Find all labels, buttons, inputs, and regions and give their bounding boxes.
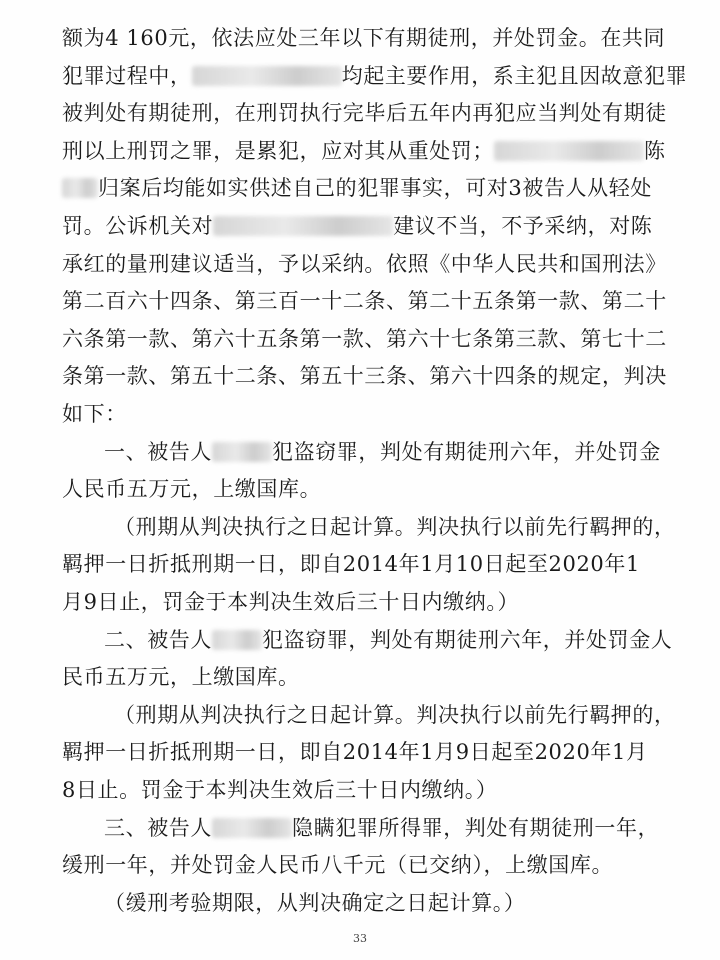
text-line-15 <box>62 554 640 575</box>
text-segment: 羁押一日折抵刑期一日，即自2014年1月9日起至2020年1月 <box>62 740 648 765</box>
text-segment: 陈 <box>644 138 666 163</box>
text-line-20 <box>62 742 648 763</box>
text-line-5 <box>62 178 652 199</box>
text-line-13 <box>62 479 321 500</box>
text-line-19 <box>114 702 676 727</box>
text-segment: 归案后均能如实供述自己的犯罪事实，可对3被告人从轻处 <box>98 176 652 201</box>
text-segment: 第二百六十四条、第三百一十二条、第二十五条第一款、第二十 <box>62 289 667 314</box>
text-line-1 <box>62 28 665 49</box>
redacted-name <box>213 216 393 236</box>
redacted-name <box>494 141 644 161</box>
text-segment: 额为4 160元，依法应处三年以下有期徒刑，并处罚金。在共同 <box>62 26 666 50</box>
verdict-item-1 <box>104 439 661 464</box>
text-line-18 <box>62 667 300 688</box>
text-line-23 <box>62 855 613 876</box>
text-segment: 犯盗窃罪，判处有期徒刑六年，并处罚金人 <box>262 627 673 652</box>
text-segment: 三、被告人 <box>104 815 212 840</box>
redacted-name <box>212 630 262 650</box>
text-segment: 二、被告人 <box>104 627 212 652</box>
text-line-11 <box>62 404 127 425</box>
text-segment: 人民币五万元，上缴国库。 <box>62 477 322 502</box>
text-line-3 <box>62 103 667 124</box>
text-segment: （缓刑考验期限，从判决确定之日起计算。） <box>104 890 526 915</box>
text-segment: 条第一款、第五十二条、第五十三条、第六十四条的规定，判决 <box>62 364 667 389</box>
redacted-name <box>212 818 292 838</box>
redacted-name <box>62 178 98 198</box>
text-segment: 犯盗窃罪，判处有期徒刑六年，并处罚金 <box>272 439 661 464</box>
text-segment: 月9日止，罚金于本判决生效后三十日内缴纳。） <box>62 590 520 614</box>
page-number: 33 <box>353 932 367 945</box>
text-segment: 刑以上刑罚之罪，是累犯，应对其从重处罚； <box>62 138 494 163</box>
text-segment: 被判处有期徒刑，在刑罚执行完毕后五年内再犯应当判处有期徒 <box>62 101 667 126</box>
text-line-6 <box>62 216 652 237</box>
text-segment: 六条第一款、第六十五条第一款、第六十七条第三款、第七十二 <box>62 326 667 351</box>
text-line-2 <box>62 63 688 88</box>
text-line-8 <box>62 291 667 312</box>
text-segment: 承红的量刑建议适当，予以采纳。依照《中华人民共和国刑法》 <box>62 251 667 276</box>
verdict-item-3 <box>104 815 660 840</box>
text-segment: 一、被告人 <box>104 439 212 464</box>
text-line-24 <box>104 890 526 915</box>
text-segment: 羁押一日折抵刑期一日，即自2014年1月10日起至2020年1 <box>62 552 640 577</box>
text-line-14 <box>114 514 676 539</box>
redacted-name <box>212 442 272 462</box>
verdict-item-2 <box>104 627 673 652</box>
text-line-21 <box>62 780 497 801</box>
text-segment: 均起主要作用，系主犯且因故意犯罪 <box>341 63 688 88</box>
text-segment: 隐瞒犯罪所得罪，判处有期徒刑一年， <box>292 815 660 840</box>
text-line-4 <box>62 138 666 163</box>
redacted-name <box>192 66 342 86</box>
text-segment: 8日止。罚金于本判决生效后三十日内缴纳。） <box>62 778 498 802</box>
text-line-7 <box>62 251 667 276</box>
text-line-10 <box>62 366 667 387</box>
text-segment: 建议不当，不予采纳，对陈 <box>393 214 653 238</box>
text-segment: 犯罪过程中， <box>62 63 192 88</box>
text-segment: （刑期从判决执行之日起计算。判决执行以前先行羁押的， <box>114 514 676 539</box>
text-segment: 民币五万元，上缴国库。 <box>62 665 300 690</box>
text-line-16 <box>62 592 519 613</box>
text-segment: 如下： <box>62 402 127 426</box>
text-segment: 罚。公诉机关对 <box>62 214 214 238</box>
text-segment: 缓刑一年，并处罚金人民币八千元（已交纳），上缴国库。 <box>62 853 614 878</box>
text-segment: （刑期从判决执行之日起计算。判决执行以前先行羁押的， <box>114 702 676 727</box>
text-line-9 <box>62 326 667 351</box>
